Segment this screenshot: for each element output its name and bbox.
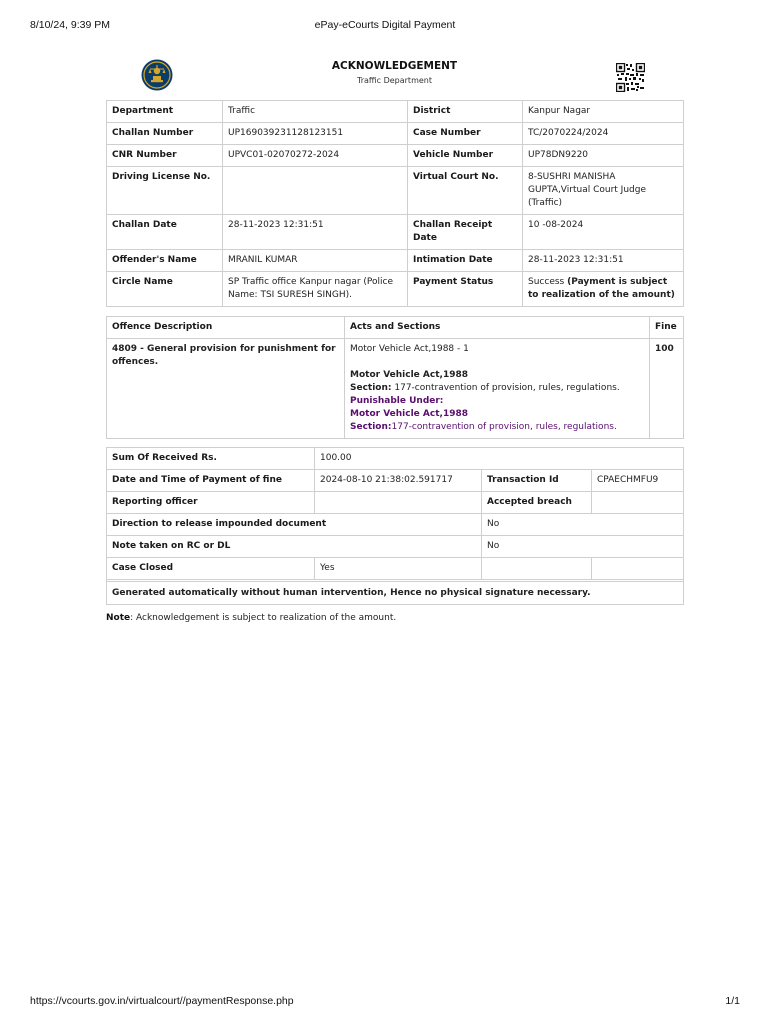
fine-value: 100	[650, 339, 684, 439]
district-label: District	[408, 101, 523, 123]
act-line: Motor Vehicle Act,1988 - 1	[350, 344, 469, 354]
qr-code-icon	[616, 63, 645, 92]
case-number-value: TC/2070224/2024	[523, 123, 684, 145]
payment-status-label: Payment Status	[408, 272, 523, 307]
driving-license-label: Driving License No.	[107, 167, 223, 215]
punishable-act: Motor Vehicle Act,1988	[350, 409, 468, 419]
acknowledgement-document	[106, 56, 683, 623]
challan-date-label: Challan Date	[107, 215, 223, 250]
challan-receipt-date-value: 10 -08-2024	[523, 215, 684, 250]
case-closed-label: Case Closed	[107, 558, 315, 580]
table-row	[107, 492, 684, 514]
intimation-date-label: Intimation Date	[408, 250, 523, 272]
case-closed-value: Yes	[315, 558, 482, 580]
sum-received-label: Sum Of Received Rs.	[107, 448, 315, 470]
section-label: Section:	[350, 383, 392, 393]
table-row	[107, 339, 684, 439]
payment-status-value	[523, 272, 684, 307]
acts-sections-header: Acts and Sections	[345, 317, 650, 339]
challan-date-value: 28-11-2023 12:31:51	[223, 215, 408, 250]
table-row	[107, 558, 684, 580]
table-row	[107, 101, 684, 123]
sum-received-value: 100.00	[315, 448, 684, 470]
challan-receipt-date-label: Challan Receipt Date	[408, 215, 523, 250]
generated-notice-row	[107, 582, 684, 605]
vehicle-number-value: UP78DN9220	[523, 145, 684, 167]
acknowledgement-note	[106, 613, 683, 623]
print-page-title: ePay-eCourts Digital Payment	[314, 19, 456, 31]
print-url: https://vcourts.gov.in/virtualcourt//paymentResponse.php	[30, 995, 294, 1007]
payment-status-note: (Payment is subject to realization of the amount)	[528, 277, 675, 300]
table-row	[107, 215, 684, 250]
accepted-breach-value	[592, 492, 684, 514]
cnr-number-value: UPVC01-02070272-2024	[223, 145, 408, 167]
table-row	[107, 250, 684, 272]
acts-sections-cell	[345, 339, 650, 439]
virtual-court-value: 8-SUSHRI MANISHA GUPTA,Virtual Court Judge (Traffic)	[523, 167, 684, 215]
act-name: Motor Vehicle Act,1988	[350, 370, 468, 380]
punishable-section-line	[350, 421, 644, 434]
table-row	[107, 145, 684, 167]
challan-number-label: Challan Number	[107, 123, 223, 145]
note-text: : Acknowledgement is subject to realization of the amount.	[130, 613, 397, 623]
circle-name-label: Circle Name	[107, 272, 223, 307]
department-value: Traffic	[223, 101, 408, 123]
acknowledgement-subtitle: Traffic Department	[357, 76, 432, 85]
release-document-label: Direction to release impounded document	[107, 514, 482, 536]
table-row	[107, 272, 684, 307]
fine-header: Fine	[650, 317, 684, 339]
table-row	[107, 123, 684, 145]
vehicle-number-label: Vehicle Number	[408, 145, 523, 167]
acknowledgement-header	[106, 56, 683, 100]
table-header-row	[107, 317, 684, 339]
payment-status-text: Success	[528, 277, 565, 287]
intimation-date-value: 28-11-2023 12:31:51	[523, 250, 684, 272]
table-row	[107, 167, 684, 215]
punishable-section-label: Section:	[350, 422, 392, 432]
offender-name-label: Offender's Name	[107, 250, 223, 272]
offence-table	[106, 316, 684, 439]
print-header	[30, 19, 740, 33]
driving-license-value	[223, 167, 408, 215]
print-datetime: 8/10/24, 9:39 PM	[30, 19, 110, 31]
table-row	[107, 536, 684, 558]
empty-cell	[592, 558, 684, 580]
note-label: Note	[106, 613, 131, 623]
table-row	[107, 514, 684, 536]
department-label: Department	[107, 101, 223, 123]
acknowledgement-title: ACKNOWLEDGEMENT	[331, 60, 458, 72]
release-document-value: No	[482, 514, 684, 536]
punishable-under-label: Punishable Under:	[350, 396, 444, 406]
offence-description-header: Offence Description	[107, 317, 345, 339]
payment-datetime-value: 2024-08-10 21:38:02.591717	[315, 470, 482, 492]
case-number-label: Case Number	[408, 123, 523, 145]
punishable-section-text: 177-contravention of provision, rules, regulations.	[391, 422, 617, 432]
circle-name-value: SP Traffic office Kanpur nagar (Police Name: TSI SURESH SINGH).	[223, 272, 408, 307]
payment-datetime-label: Date and Time of Payment of fine	[107, 470, 315, 492]
table-row	[107, 448, 684, 470]
offence-description: 4809 - General provision for punishment for offences.	[107, 339, 345, 439]
rc-dl-note-value: No	[482, 536, 684, 558]
accepted-breach-label: Accepted breach	[482, 492, 592, 514]
section-text: 177-contravention of provision, rules, regulations.	[394, 383, 620, 393]
rc-dl-note-label: Note taken on RC or DL	[107, 536, 482, 558]
transaction-id-value: CPAECHMFU9	[592, 470, 684, 492]
virtual-court-label: Virtual Court No.	[408, 167, 523, 215]
reporting-officer-label: Reporting officer	[107, 492, 315, 514]
cnr-number-label: CNR Number	[107, 145, 223, 167]
print-page-number: 1/1	[725, 995, 740, 1007]
section-line	[350, 382, 644, 395]
empty-cell	[482, 558, 592, 580]
offender-name-value: MRANIL KUMAR	[223, 250, 408, 272]
challan-details-table	[106, 100, 684, 307]
district-value: Kanpur Nagar	[523, 101, 684, 123]
generated-notice: Generated automatically without human intervention, Hence no physical signature necessary.	[107, 582, 684, 605]
transaction-id-label: Transaction Id	[482, 470, 592, 492]
reporting-officer-value	[315, 492, 482, 514]
challan-number-value: UP169039231128123151	[223, 123, 408, 145]
print-footer	[30, 995, 740, 1009]
payment-table	[106, 447, 684, 605]
table-row	[107, 470, 684, 492]
